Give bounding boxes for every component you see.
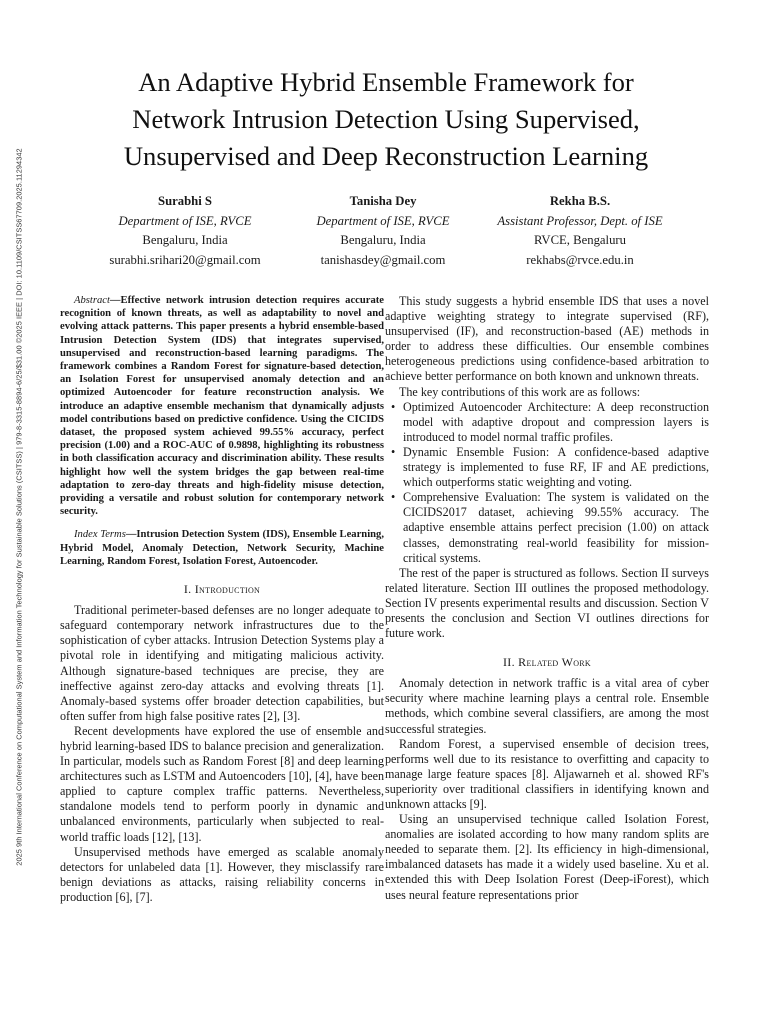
contributions-list bbox=[391, 400, 709, 566]
author-email: tanishasdey@gmail.com bbox=[320, 252, 446, 267]
body-paragraph: The key contributions of this work are as follows: bbox=[399, 384, 641, 399]
author-affiliation: Department of ISE, RVCE bbox=[118, 213, 252, 228]
title-line: Unsupervised and Deep Reconstruction Learning bbox=[123, 141, 649, 171]
body-paragraph: Traditional perimeter-based defenses are no longer adequate to safeguard contemporary network infrastructures due to the sophistication of cyber attacks. Intrusion Detection Systems play a pivotal role in identifying and mitigating malicious activity. Although signature-based techniques are precise, they are ineffective against zero-day attacks and evolving threats [1]. Anomaly-based systems offer broader detection capabilities, but often suffer from high false positive rates [2], [3]. bbox=[60, 603, 384, 723]
author-email: surabhi.srihari20@gmail.com bbox=[109, 252, 261, 267]
abstract-dash: — bbox=[109, 295, 121, 306]
author-affiliation: Assistant Professor, Dept. of ISE bbox=[497, 213, 663, 228]
list-item: • Dynamic Ensemble Fusion: A confidence-based adaptive strategy is implemented to fuse RF, IF and AE predictions, which outperforms static weighting and voting. bbox=[391, 445, 709, 490]
index-terms-label: Index Terms bbox=[74, 529, 126, 541]
title-line: Network Intrusion Detection Using Supervised, bbox=[132, 104, 640, 134]
author-affiliation: Department of ISE, RVCE bbox=[316, 213, 450, 228]
body-paragraph: The rest of the paper is structured as follows. Section II surveys related literature. Section III outlines the proposed methodology. Section IV presents experimental results and discussion. Section V presents the conclusion and Section VI outlines directions for future work. bbox=[385, 565, 709, 641]
doi-citation-note: 2025 9th International Conference on Computational System and Information Technology for Sustainable Solutions (CSITSS) | 979-8-3315-8894-6/25/$31.00 ©2025 IEEE | DOI: 10.1109/CSITSS67709.2025.11294342 bbox=[14, 148, 24, 866]
body-paragraph: Recent developments have explored the use of ensemble and hybrid learning-based IDS to balance precision and generalization. In particular, models such as Random Forest [8] and deep learning architectures such as LSTM and Autoencoders [10], [4], have been applied to capture complex traffic patterns. Nevertheless, standalone models tend to perform poorly in dynamic and unbalanced environments, particularly when subjected to real-world traffic loads [12], [13]. bbox=[60, 723, 384, 844]
author-location: Bengaluru, India bbox=[340, 233, 426, 247]
list-item: • Comprehensive Evaluation: The system is validated on the CICIDS2017 dataset, achieving 99.55% accuracy. The adaptive ensemble attains perfect precision (1.00) on attack classes, demonstrating real-world feasibility for mission-critical systems. bbox=[391, 490, 709, 565]
body-paragraph: This study suggests a hybrid ensemble IDS that uses a novel adaptive weighting strategy to integrate supervised (RF), unsupervised (IF), and reconstruction-based (AE) methods in order to address these difficulties. Our ensemble combines heterogeneous predictions using confidence-based arbitration to achieve better performance on both known and unknown threats. bbox=[385, 294, 709, 384]
body-paragraph: Random Forest, a supervised ensemble of decision trees, performs well due to its resistance to overfitting and capacity to manage large feature spaces [8]. Aljawarneh et al. showed RF's superiority over traditional classifiers in identifying known and unknown attacks [9]. bbox=[385, 736, 709, 811]
body-paragraph: Using an unsupervised technique called Isolation Forest, anomalies are isolated according to how many random splits are needed to separate them. [2]. Its efficiency in high-dimensional, imbalanced datasets has made it a widely used baseline. Xu et al. extended this with Deep Isolation Forest (Deep-iForest), which uses neural feature representations prior bbox=[385, 812, 709, 902]
section-heading-related-work: II. Related Work bbox=[502, 655, 591, 670]
abstract bbox=[60, 294, 384, 518]
paper-title bbox=[40, 64, 732, 175]
author-block bbox=[455, 192, 705, 270]
side-metadata-strip bbox=[2, 40, 36, 974]
abstract-text: Effective network intrusion detection requires accurate recognition of known threats, as well as adaptability to novel and evolving attack patterns. This paper presents a hybrid ensemble-based Intrusion Detection System (IDS) that integrates supervised, unsupervised and reconstruction-based learning paradigms. The framework combines a Random Forest for signature-based detection, an Isolation Forest for unsupervised anomaly detection and an optimized Autoencoder for feature reconstruction analysis. We introduce an adaptive ensemble mechanism that dynamically adjusts model contributions based on predictive confidence. Using the CICIDS dataset, the proposed system achieved 99.55% accuracy, perfect precision (1.00) and a ROC-AUC of 0.9898, highlighting its robustness in both classification accuracy and discrimination ability. These results highlight how well the system bridges the gap between real-time adaptation to zero-day threats and high-fidelity misuse detection, providing a versatile and robust solution for contemporary network security. bbox=[60, 295, 384, 518]
author-name: Tanisha Dey bbox=[349, 194, 417, 208]
author-location: Bengaluru, India bbox=[142, 233, 228, 247]
index-terms-text: Intrusion Detection System (IDS), Ensemble Learning, Hybrid Model, Anomaly Detection, Network Security, Machine Learning, Random Forest, Isolation Forest, Autoencoder. bbox=[60, 529, 384, 567]
index-terms-dash: — bbox=[125, 529, 137, 541]
body-paragraph: Anomaly detection in network traffic is a vital area of cyber security where machine learning plays a central role. Ensemble methods, which combine several classifiers, are among the most successful strategies. bbox=[385, 676, 709, 736]
right-column bbox=[385, 294, 709, 903]
author-name: Rekha B.S. bbox=[549, 194, 611, 208]
left-column bbox=[60, 294, 384, 905]
author-name: Surabhi S bbox=[158, 194, 212, 208]
section-heading-introduction: I. Introduction bbox=[183, 582, 261, 597]
index-terms bbox=[60, 528, 384, 568]
author-location: RVCE, Bengaluru bbox=[533, 233, 626, 247]
abstract-label: Abstract bbox=[74, 295, 110, 306]
title-line: An Adaptive Hybrid Ensemble Framework for bbox=[138, 67, 634, 97]
body-paragraph: Unsupervised methods have emerged as scalable anomaly detectors for unlabeled data [1]. However, they misclassify rare benign deviations as attacks, raising reliability concerns in production [6], [7]. bbox=[60, 844, 384, 904]
author-email: rekhabs@rvce.edu.in bbox=[526, 252, 634, 267]
list-item: • Optimized Autoencoder Architecture: A deep reconstruction model with adaptive dropout and compression layers is introduced to model normal traffic profiles. bbox=[391, 400, 709, 445]
